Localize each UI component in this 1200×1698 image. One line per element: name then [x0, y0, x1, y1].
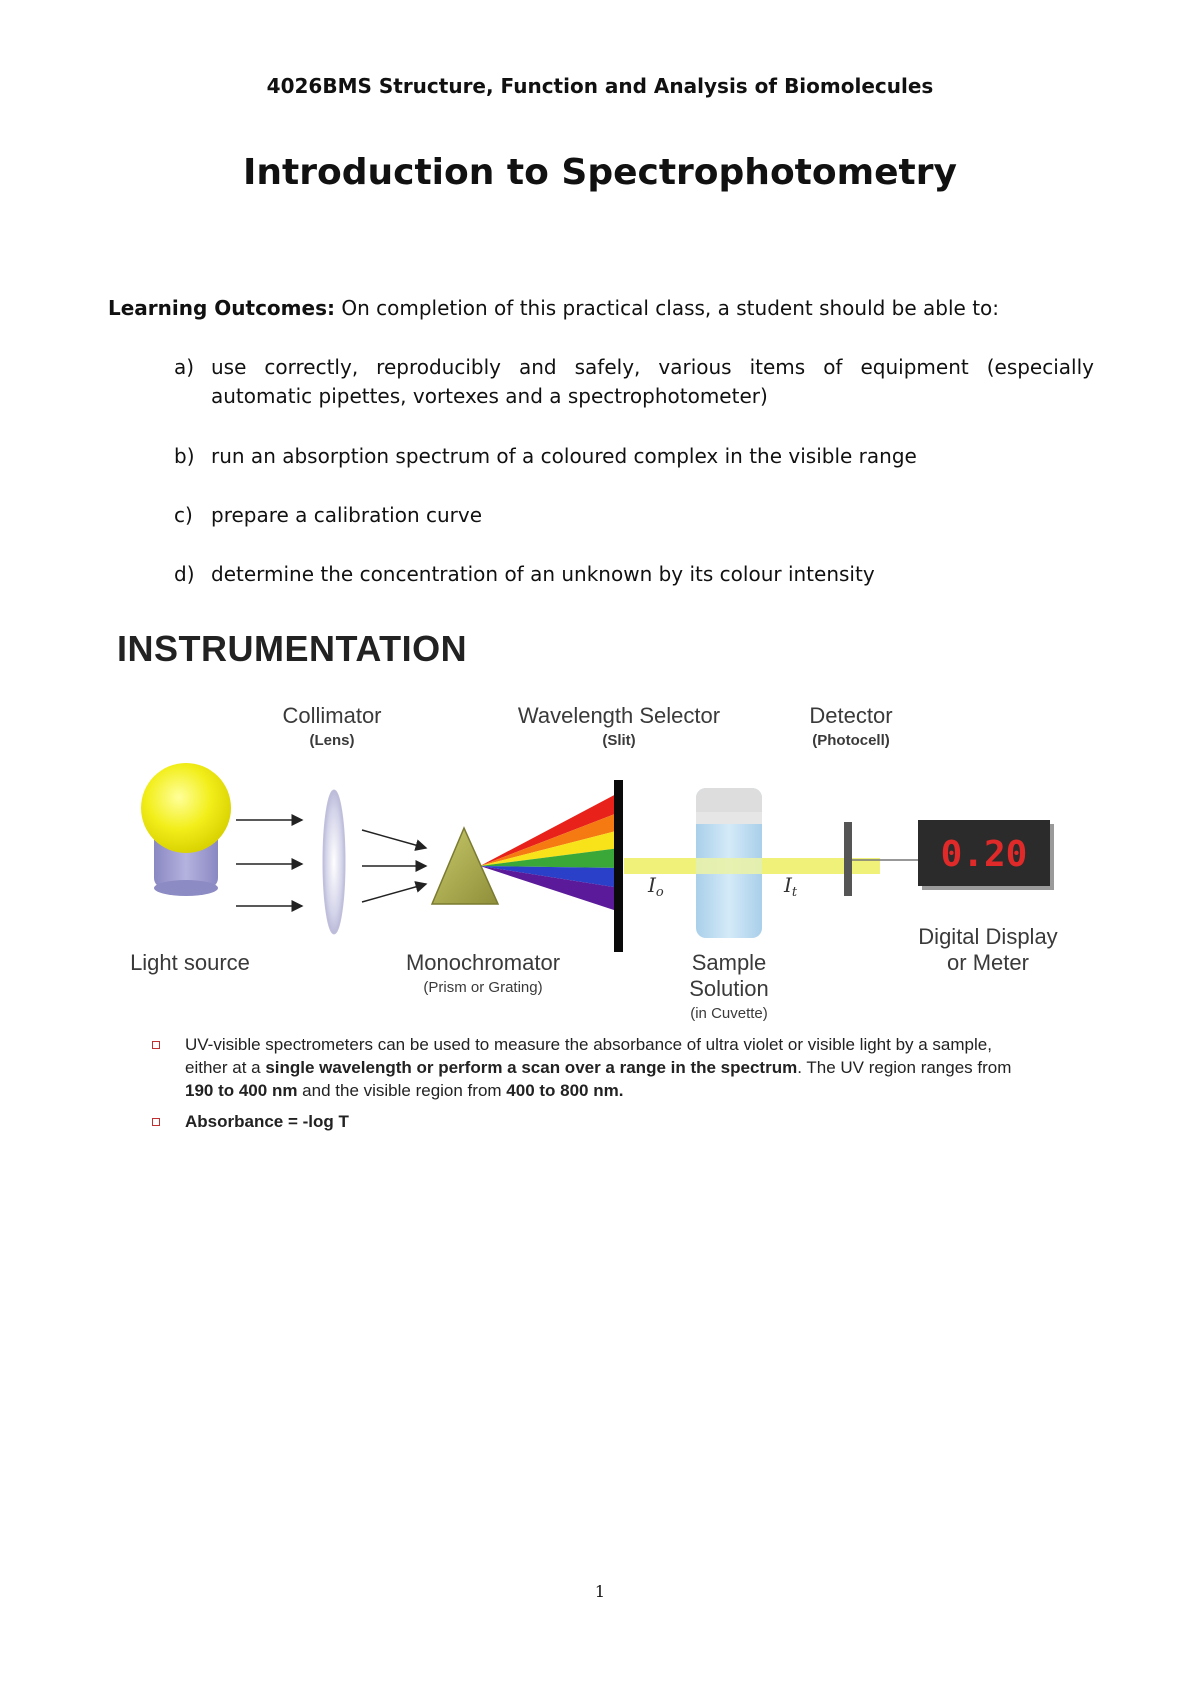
monochromator-label: Monochromator [405, 950, 561, 975]
course-header: 4026BMS Structure, Function and Analysis of Biomolecules [266, 74, 934, 98]
learning-outcomes-intro [108, 296, 1108, 320]
lens-icon [323, 790, 345, 934]
detector-sub-label: (Photocell) [812, 732, 890, 749]
light-source-label: Light source [130, 950, 250, 975]
detector-icon [844, 822, 852, 896]
absorbance-formula: Absorbance = -log T [185, 1112, 349, 1131]
outcome-letter: b) [174, 444, 195, 468]
page-number: 1 [594, 1582, 606, 1601]
page-title: Introduction to Spectrophotometry [243, 152, 957, 193]
monochromator-sub-label: (Prism or Grating) [423, 979, 543, 996]
light-arrows-icon [236, 820, 302, 906]
wavelength-selector-sub-label: (Slit) [602, 732, 636, 749]
light-source-icon [141, 763, 231, 896]
sample-label-line2: Solution [689, 976, 769, 1001]
learning-outcomes-text: On completion of this practical class, a student should be able to: [334, 296, 1000, 320]
sample-label-line1: Sample [691, 950, 767, 975]
outcome-item [174, 560, 1094, 589]
instrumentation-heading: INSTRUMENTATION [117, 628, 468, 669]
bullet-marker-icon [152, 1118, 160, 1126]
slit-icon [614, 780, 623, 952]
digital-display [918, 820, 1054, 890]
collimated-arrows-icon [362, 830, 426, 902]
spectrum-fan-icon [480, 792, 620, 912]
collimator-sub-label: (Lens) [309, 732, 355, 749]
outcome-letter: d) [174, 562, 195, 586]
spectrophotometer-diagram [100, 690, 1080, 1035]
outcome-item [174, 353, 1094, 411]
transmitted-intensity-label: $I_t$ [784, 873, 798, 900]
display-label-line1: Digital Display [918, 924, 1058, 949]
outcome-item [174, 501, 1094, 530]
outcome-text: use correctly, reproducibly and safely, various items of equipment (especially automatic pipettes, vortexes and a spectrophotometer) [211, 355, 1094, 408]
cuvette-icon [696, 788, 762, 938]
instrumentation-notes [150, 1033, 1030, 1141]
outcome-text: determine the concentration of an unknown by its colour intensity [211, 562, 875, 586]
detector-label: Detector [809, 703, 893, 728]
note-text: UV-visible spectrometers can be used to measure the absorbance of ultra violet or visible light by a sample, either at a single wavelength or perform a scan over a range in the spectrum. The UV region ranges from 190 to 400 nm and the visible region from 400 to 800 nm. [185, 1035, 1012, 1100]
sample-sub-label: (in Cuvette) [690, 1005, 768, 1022]
display-reading: 0.20 [940, 834, 1028, 875]
outcome-item [174, 442, 1094, 471]
collimator-label: Collimator [282, 703, 382, 728]
display-label-line2: or Meter [947, 950, 1029, 975]
bullet-marker-icon [152, 1041, 160, 1049]
outcome-text: run an absorption spectrum of a coloured complex in the visible range [211, 444, 917, 468]
note-bullet [150, 1033, 1030, 1102]
outcome-text: prepare a calibration curve [211, 503, 483, 527]
wavelength-selector-label: Wavelength Selector [517, 703, 721, 728]
learning-outcomes-label: Learning Outcomes: [108, 296, 335, 320]
incident-intensity-label: $I_o$ [648, 873, 664, 900]
outcome-letter: c) [174, 503, 193, 527]
note-bullet [150, 1110, 1030, 1133]
outcome-letter: a) [174, 355, 195, 379]
